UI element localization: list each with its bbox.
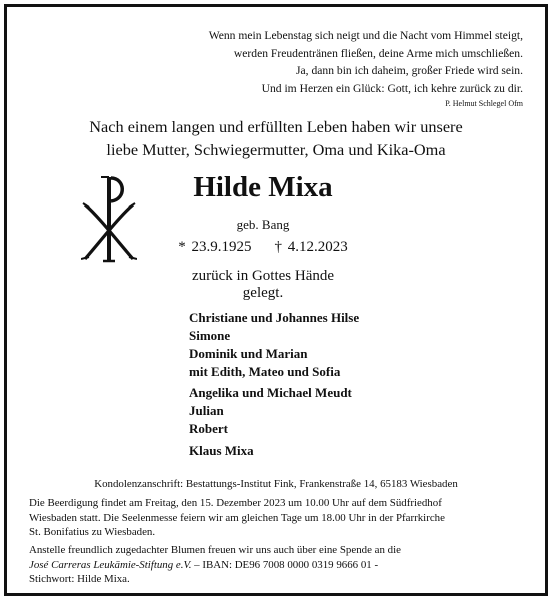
- chi-rho-icon: [81, 173, 137, 265]
- foundation-name: José Carreras Leukämie-Stiftung e.V.: [29, 558, 192, 571]
- mourner: Dominik und Marian: [189, 346, 308, 361]
- mourner: mit Edith, Mateo und Sofia: [189, 364, 341, 379]
- poem-line: Ja, dann bin ich daheim, großer Friede wird sein.: [296, 64, 523, 77]
- donation-line: Anstelle freundlich zugedachter Blumen freuen wir uns auch über eine Spende an die: [29, 544, 401, 556]
- mourner: Julian: [189, 403, 224, 418]
- deceased-name: Hilde Mixa: [193, 171, 333, 203]
- mourner: Klaus Mixa: [189, 443, 254, 458]
- mourners-list: [189, 309, 359, 460]
- mourner: Christiane und Johannes Hilse: [189, 310, 360, 325]
- funeral-line: Wiesbaden statt. Die Seelenmesse feiern wir am gleichen Tage um 18.00 Uhr in der Pfarrkirche: [29, 511, 445, 524]
- poem: [209, 27, 523, 110]
- intro-text: [7, 115, 545, 161]
- funeral-line: Die Beerdigung findet am Freitag, den 15. Dezember 2023 um 10.00 Uhr auf dem Südfriedhof: [29, 497, 442, 509]
- donation-info: [29, 543, 523, 587]
- donation-line: Stichwort: Hilde Mixa.: [29, 573, 130, 586]
- poem-line: Wenn mein Lebenstag sich neigt und die Nacht vom Himmel steigt,: [208, 29, 523, 42]
- intro-line: liebe Mutter, Schwiegermutter, Oma und Kika-Oma: [106, 140, 446, 159]
- intro-line: Nach einem langen und erfüllten Leben haben wir unsere: [89, 117, 463, 136]
- iban: – IBAN: DE96 7008 0000 0319 9666 01 -: [191, 558, 379, 571]
- birth-date: * 23.9.1925: [178, 239, 252, 255]
- maiden-name: geb. Bang: [236, 217, 290, 232]
- mourner: Robert: [189, 421, 228, 436]
- mourner: Angelika und Michael Meudt: [189, 385, 352, 400]
- returned-line: zurück in Gottes Hände gelegt.: [191, 268, 335, 301]
- life-dates: [171, 239, 355, 256]
- poem-line: werden Freudentränen fließen, deine Arme mich umschließen.: [233, 46, 523, 60]
- death-date: † 4.12.2023: [274, 239, 348, 255]
- mourner: Simone: [189, 328, 231, 343]
- poem-line: Und im Herzen ein Glück: Gott, ich kehre zurück zu dir.: [261, 81, 523, 95]
- funeral-info: [29, 496, 523, 540]
- poem-author: P. Helmut Schlegel Ofm: [445, 99, 523, 108]
- funeral-line: St. Bonifatius zu Wiesbaden.: [29, 526, 156, 539]
- condolence-address: Kondolenzanschrift: Bestattungs-Institut Fink, Frankenstraße 14, 65183 Wiesbaden: [94, 478, 458, 490]
- obituary-notice: [4, 4, 548, 596]
- donation-line: [29, 558, 523, 573]
